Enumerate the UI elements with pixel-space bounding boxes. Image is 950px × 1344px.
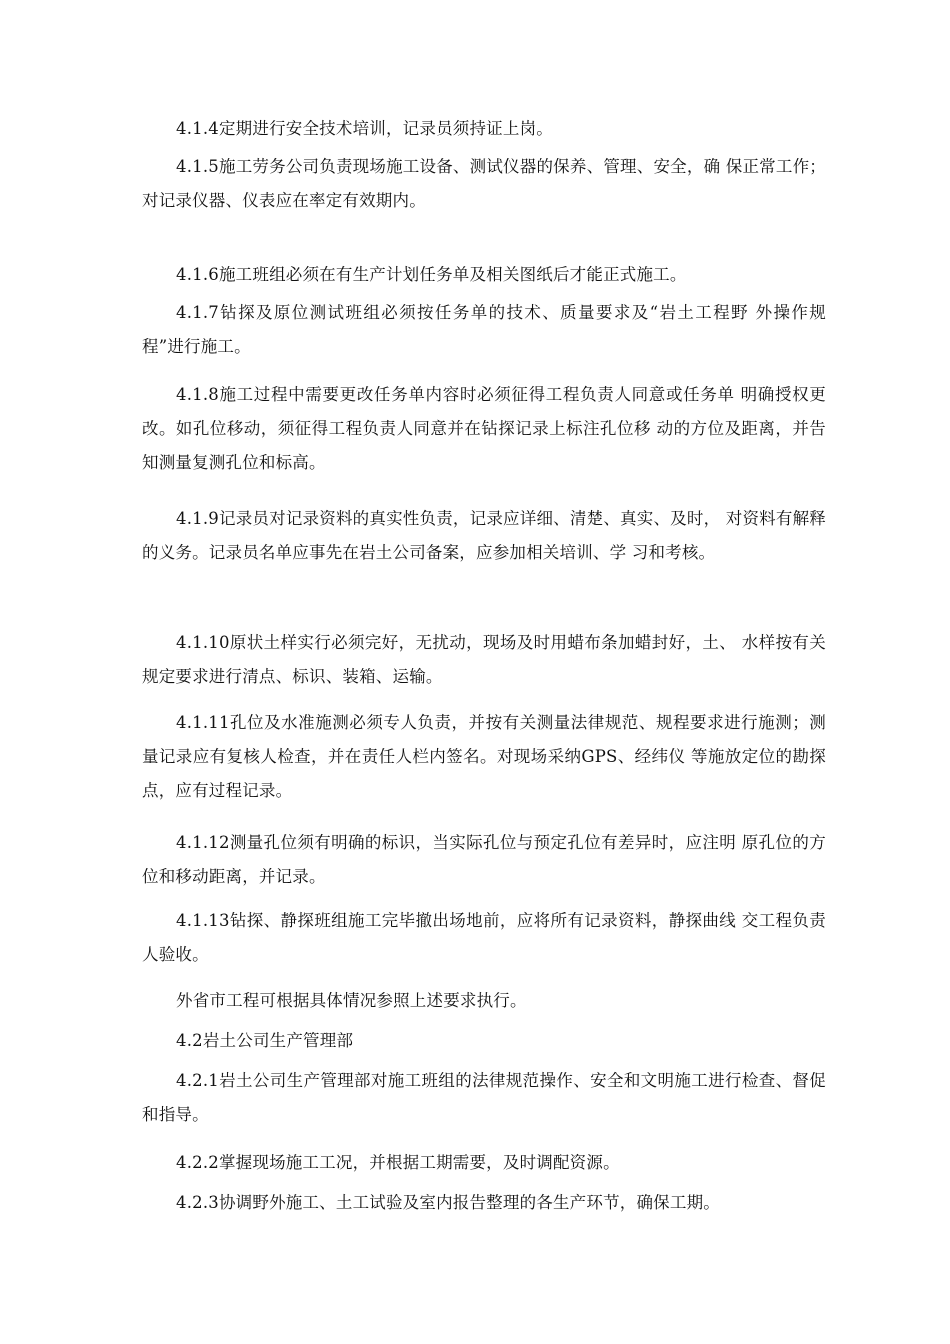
paragraph-4-2-1: 4.2.1岩土公司生产管理部对施工班组的法律规范操作、安全和文明施工进行检查、督促和指导。	[142, 1071, 826, 1124]
paragraph-4-1-8: 4.1.8施工过程中需要更改任务单内容时必须征得工程负责人同意或任务单 明确授权更改。如孔位移动，须征得工程负责人同意并在钻探记录上标注孔位移 动的方位及距离，并告知测量复测孔位和标高。	[142, 385, 826, 472]
paragraph-4-1-4: 4.1.4定期进行安全技术培训，记录员须持证上岗。	[176, 119, 553, 138]
paragraph-4-2-2: 4.2.2掌握现场施工工况，并根据工期需要，及时调配资源。	[176, 1153, 620, 1172]
paragraph-4-1-13: 4.1.13钻探、静探班组施工完毕撤出场地前，应将所有记录资料，静探曲线 交工程负责人验收。	[142, 911, 826, 964]
paragraph-4-1-12: 4.1.12测量孔位须有明确的标识，当实际孔位与预定孔位有差异时，应注明 原孔位的方位和移动距离，并记录。	[142, 833, 826, 886]
paragraph-4-1-11: 4.1.11孔位及水准施测必须专人负责，并按有关测量法律规范、规程要求进行施测；测量记录应有复核人检查，并在责任人栏内签名。对现场采纳GPS、经纬仪 等施放定位的勘探点，应有过程记录。	[142, 713, 826, 800]
paragraph-4-1-5: 4.1.5施工劳务公司负责现场施工设备、测试仪器的保养、管理、安全，确 保正常工作；对记录仪器、仪表应在率定有效期内。	[142, 157, 826, 210]
paragraph-4-1-6: 4.1.6施工班组必须在有生产计划任务单及相关图纸后才能正式施工。	[176, 265, 687, 284]
paragraph-4-1-10: 4.1.10原状土样实行必须完好，无扰动，现场及时用蜡布条加蜡封好，土、 水样按有关规定要求进行清点、标识、装箱、运输。	[142, 633, 826, 686]
paragraph-4-2-3: 4.2.3协调野外施工、土工试验及室内报告整理的各生产环节，确保工期。	[176, 1193, 720, 1212]
paragraph-other-provinces: 外省市工程可根据具体情况参照上述要求执行。	[176, 991, 527, 1010]
paragraph-4-1-9: 4.1.9记录员对记录资料的真实性负责，记录应详细、清楚、真实、及时， 对资料有解释的义务。记录员名单应事先在岩土公司备案，应参加相关培训、学 习和考核。	[142, 509, 826, 562]
paragraph-4-1-7: 4.1.7钻探及原位测试班组必须按任务单的技术、质量要求及“岩土工程野 外操作规程”进行施工。	[142, 303, 826, 356]
section-heading-4-2: 4.2岩土公司生产管理部	[176, 1031, 354, 1050]
